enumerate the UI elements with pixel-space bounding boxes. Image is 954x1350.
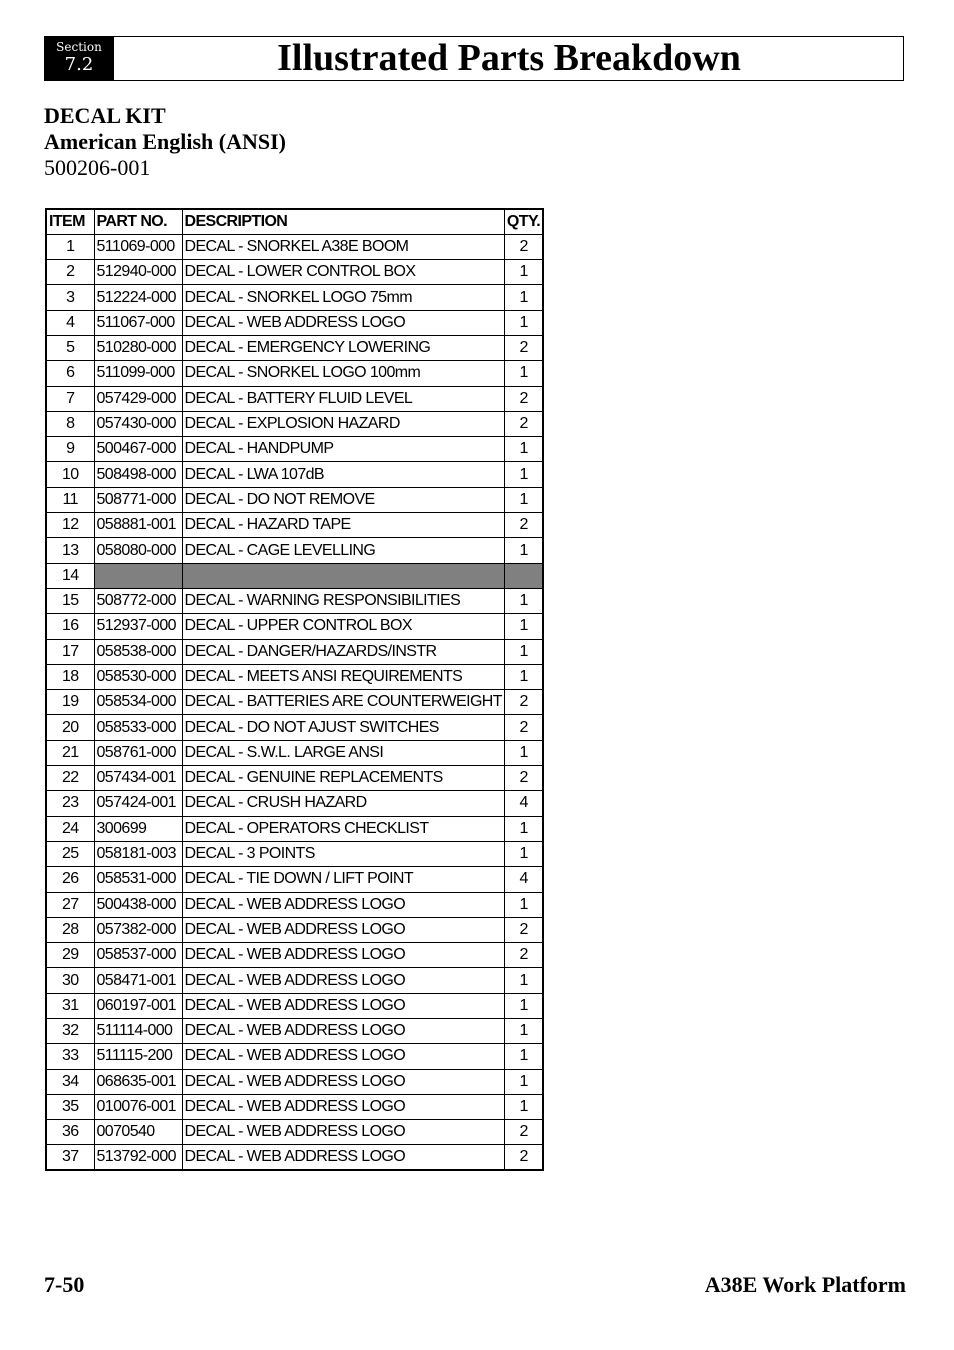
cell-part-no: 057434-001 [94,766,182,791]
cell-qty: 2 [504,411,543,436]
cell-qty: 1 [504,588,543,613]
cell-qty: 1 [504,1094,543,1119]
cell-item: 5 [46,335,94,360]
table-row [46,411,543,436]
table-row [46,310,543,335]
page-header [44,36,904,81]
cell-qty: 1 [504,361,543,386]
cell-part-no: 511099-000 [94,361,182,386]
cell-description: DECAL - WEB ADDRESS LOGO [182,917,504,942]
cell-part-no: 057430-000 [94,411,182,436]
cell-part-no: 508772-000 [94,588,182,613]
column-header-item: ITEM [46,209,94,234]
table-row [46,260,543,285]
cell-item: 15 [46,588,94,613]
cell-qty: 2 [504,386,543,411]
cell-item: 24 [46,816,94,841]
cell-item: 32 [46,1019,94,1044]
table-row [46,563,543,588]
cell-qty: 2 [504,1145,543,1170]
cell-description [182,563,504,588]
cell-item: 30 [46,968,94,993]
cell-description: DECAL - SNORKEL LOGO 100mm [182,361,504,386]
cell-description: DECAL - WEB ADDRESS LOGO [182,968,504,993]
cell-item: 10 [46,462,94,487]
cell-item: 36 [46,1120,94,1145]
cell-qty: 2 [504,715,543,740]
cell-description: DECAL - BATTERY FLUID LEVEL [182,386,504,411]
cell-qty: 2 [504,943,543,968]
cell-part-no: 510280-000 [94,335,182,360]
cell-description: DECAL - UPPER CONTROL BOX [182,614,504,639]
cell-description: DECAL - WEB ADDRESS LOGO [182,993,504,1018]
table-row [46,588,543,613]
cell-qty: 1 [504,260,543,285]
section-number: 7.2 [64,54,94,75]
cell-part-no: 0070540 [94,1120,182,1145]
cell-qty: 1 [504,639,543,664]
cell-item: 22 [46,766,94,791]
table-row [46,690,543,715]
cell-qty: 1 [504,538,543,563]
cell-part-no: 058534-000 [94,690,182,715]
cell-part-no: 058471-001 [94,968,182,993]
cell-description: DECAL - WEB ADDRESS LOGO [182,1094,504,1119]
cell-qty: 2 [504,513,543,538]
cell-qty: 1 [504,740,543,765]
cell-item: 4 [46,310,94,335]
cell-part-no: 512940-000 [94,260,182,285]
parts-table-body [46,234,543,1170]
cell-qty: 4 [504,867,543,892]
cell-description: DECAL - HANDPUMP [182,437,504,462]
cell-description: DECAL - DO NOT AJUST SWITCHES [182,715,504,740]
table-row [46,639,543,664]
cell-part-no: 500438-000 [94,892,182,917]
cell-qty: 1 [504,614,543,639]
cell-part-no: 511067-000 [94,310,182,335]
cell-qty: 1 [504,1044,543,1069]
cell-part-no: 058537-000 [94,943,182,968]
table-row [46,841,543,866]
cell-description: DECAL - WEB ADDRESS LOGO [182,1019,504,1044]
cell-description: DECAL - WEB ADDRESS LOGO [182,1120,504,1145]
table-row [46,766,543,791]
cell-qty: 1 [504,993,543,1018]
cell-part-no: 058538-000 [94,639,182,664]
cell-description: DECAL - WARNING RESPONSIBILITIES [182,588,504,613]
cell-item: 33 [46,1044,94,1069]
cell-item: 12 [46,513,94,538]
cell-description: DECAL - EXPLOSION HAZARD [182,411,504,436]
cell-item: 23 [46,791,94,816]
cell-description: DECAL - WEB ADDRESS LOGO [182,943,504,968]
cell-description: DECAL - S.W.L. LARGE ANSI [182,740,504,765]
cell-qty: 2 [504,690,543,715]
cell-part-no: 060197-001 [94,993,182,1018]
cell-item: 9 [46,437,94,462]
page-number: 7-50 [44,1272,85,1297]
cell-description: DECAL - GENUINE REPLACEMENTS [182,766,504,791]
table-row [46,234,543,259]
cell-qty: 2 [504,234,543,259]
cell-item: 18 [46,664,94,689]
table-row [46,1044,543,1069]
cell-qty: 1 [504,437,543,462]
cell-qty: 1 [504,1069,543,1094]
cell-part-no: 057424-001 [94,791,182,816]
cell-description: DECAL - WEB ADDRESS LOGO [182,892,504,917]
table-row [46,892,543,917]
cell-part-no: 068635-001 [94,1069,182,1094]
cell-part-no: 057382-000 [94,917,182,942]
table-row [46,664,543,689]
cell-part-no: 058531-000 [94,867,182,892]
cell-part-no: 058181-003 [94,841,182,866]
table-row [46,538,543,563]
cell-item: 16 [46,614,94,639]
cell-part-no: 508771-000 [94,487,182,512]
cell-item: 11 [46,487,94,512]
table-row [46,791,543,816]
cell-part-no: 058881-001 [94,513,182,538]
cell-item: 29 [46,943,94,968]
table-row [46,437,543,462]
cell-item: 35 [46,1094,94,1119]
cell-description: DECAL - SNORKEL LOGO 75mm [182,285,504,310]
cell-qty: 1 [504,664,543,689]
cell-item: 14 [46,563,94,588]
cell-description: DECAL - SNORKEL A38E BOOM [182,234,504,259]
kit-title: DECAL KIT [44,103,166,128]
cell-description: DECAL - DANGER/HAZARDS/INSTR [182,639,504,664]
cell-item: 28 [46,917,94,942]
cell-part-no: 508498-000 [94,462,182,487]
cell-item: 17 [46,639,94,664]
table-row [46,993,543,1018]
cell-description: DECAL - CAGE LEVELLING [182,538,504,563]
cell-part-no: 511115-200 [94,1044,182,1069]
cell-part-no [94,563,182,588]
cell-description: DECAL - HAZARD TAPE [182,513,504,538]
cell-part-no: 512937-000 [94,614,182,639]
cell-qty: 1 [504,968,543,993]
cell-description: DECAL - EMERGENCY LOWERING [182,335,504,360]
cell-description: DECAL - WEB ADDRESS LOGO [182,1044,504,1069]
table-row [46,462,543,487]
cell-qty: 2 [504,1120,543,1145]
cell-qty: 4 [504,791,543,816]
table-row [46,1019,543,1044]
cell-item: 13 [46,538,94,563]
cell-description: DECAL - BATTERIES ARE COUNTERWEIGHT [182,690,504,715]
table-row [46,968,543,993]
cell-part-no: 058533-000 [94,715,182,740]
table-row [46,1120,543,1145]
cell-item: 25 [46,841,94,866]
cell-item: 27 [46,892,94,917]
cell-qty: 2 [504,917,543,942]
page-title: Illustrated Parts Breakdown [277,37,741,79]
cell-item: 26 [46,867,94,892]
cell-item: 8 [46,411,94,436]
table-row [46,1069,543,1094]
cell-qty: 1 [504,1019,543,1044]
cell-part-no: 058080-000 [94,538,182,563]
cell-item: 20 [46,715,94,740]
cell-item: 37 [46,1145,94,1170]
cell-description: DECAL - CRUSH HAZARD [182,791,504,816]
cell-item: 1 [46,234,94,259]
column-header-qty: QTY. [504,209,543,234]
table-row [46,943,543,968]
table-row [46,487,543,512]
cell-description: DECAL - OPERATORS CHECKLIST [182,816,504,841]
cell-description: DECAL - DO NOT REMOVE [182,487,504,512]
cell-description: DECAL - WEB ADDRESS LOGO [182,310,504,335]
cell-part-no: 511114-000 [94,1019,182,1044]
section-badge [45,37,114,80]
cell-description: DECAL - MEETS ANSI REQUIREMENTS [182,664,504,689]
table-row [46,740,543,765]
table-row [46,614,543,639]
table-row [46,1094,543,1119]
cell-item: 31 [46,993,94,1018]
cell-part-no: 010076-001 [94,1094,182,1119]
cell-qty: 2 [504,766,543,791]
cell-qty: 1 [504,285,543,310]
cell-description: DECAL - TIE DOWN / LIFT POINT [182,867,504,892]
table-row [46,285,543,310]
cell-part-no: 300699 [94,816,182,841]
cell-item: 34 [46,1069,94,1094]
cell-part-no: 500467-000 [94,437,182,462]
cell-description: DECAL - LOWER CONTROL BOX [182,260,504,285]
cell-item: 7 [46,386,94,411]
cell-item: 3 [46,285,94,310]
cell-part-no: 058530-000 [94,664,182,689]
cell-qty: 1 [504,310,543,335]
column-header-part-no: PART NO. [94,209,182,234]
column-header-description: DESCRIPTION [182,209,504,234]
cell-qty: 1 [504,462,543,487]
cell-part-no: 057429-000 [94,386,182,411]
cell-item: 21 [46,740,94,765]
cell-item: 6 [46,361,94,386]
cell-description: DECAL - 3 POINTS [182,841,504,866]
cell-item: 2 [46,260,94,285]
cell-qty [504,563,543,588]
table-row [46,917,543,942]
table-row [46,1145,543,1170]
product-name: A38E Work Platform [704,1272,906,1297]
cell-qty: 1 [504,892,543,917]
cell-qty: 2 [504,335,543,360]
table-row [46,715,543,740]
kit-subtitle: American English (ANSI) [44,129,287,154]
cell-qty: 1 [504,841,543,866]
cell-description: DECAL - WEB ADDRESS LOGO [182,1069,504,1094]
cell-item: 19 [46,690,94,715]
cell-part-no: 512224-000 [94,285,182,310]
table-header-row [46,209,543,234]
parts-table [45,208,544,1171]
cell-qty: 1 [504,487,543,512]
table-row [46,386,543,411]
section-label: Section [56,40,102,54]
cell-part-no: 058761-000 [94,740,182,765]
table-row [46,361,543,386]
table-row [46,816,543,841]
cell-part-no: 513792-000 [94,1145,182,1170]
cell-part-no: 511069-000 [94,234,182,259]
table-row [46,513,543,538]
cell-description: DECAL - LWA 107dB [182,462,504,487]
kit-number: 500206-001 [44,155,151,180]
table-row [46,335,543,360]
cell-description: DECAL - WEB ADDRESS LOGO [182,1145,504,1170]
table-row [46,867,543,892]
cell-qty: 1 [504,816,543,841]
